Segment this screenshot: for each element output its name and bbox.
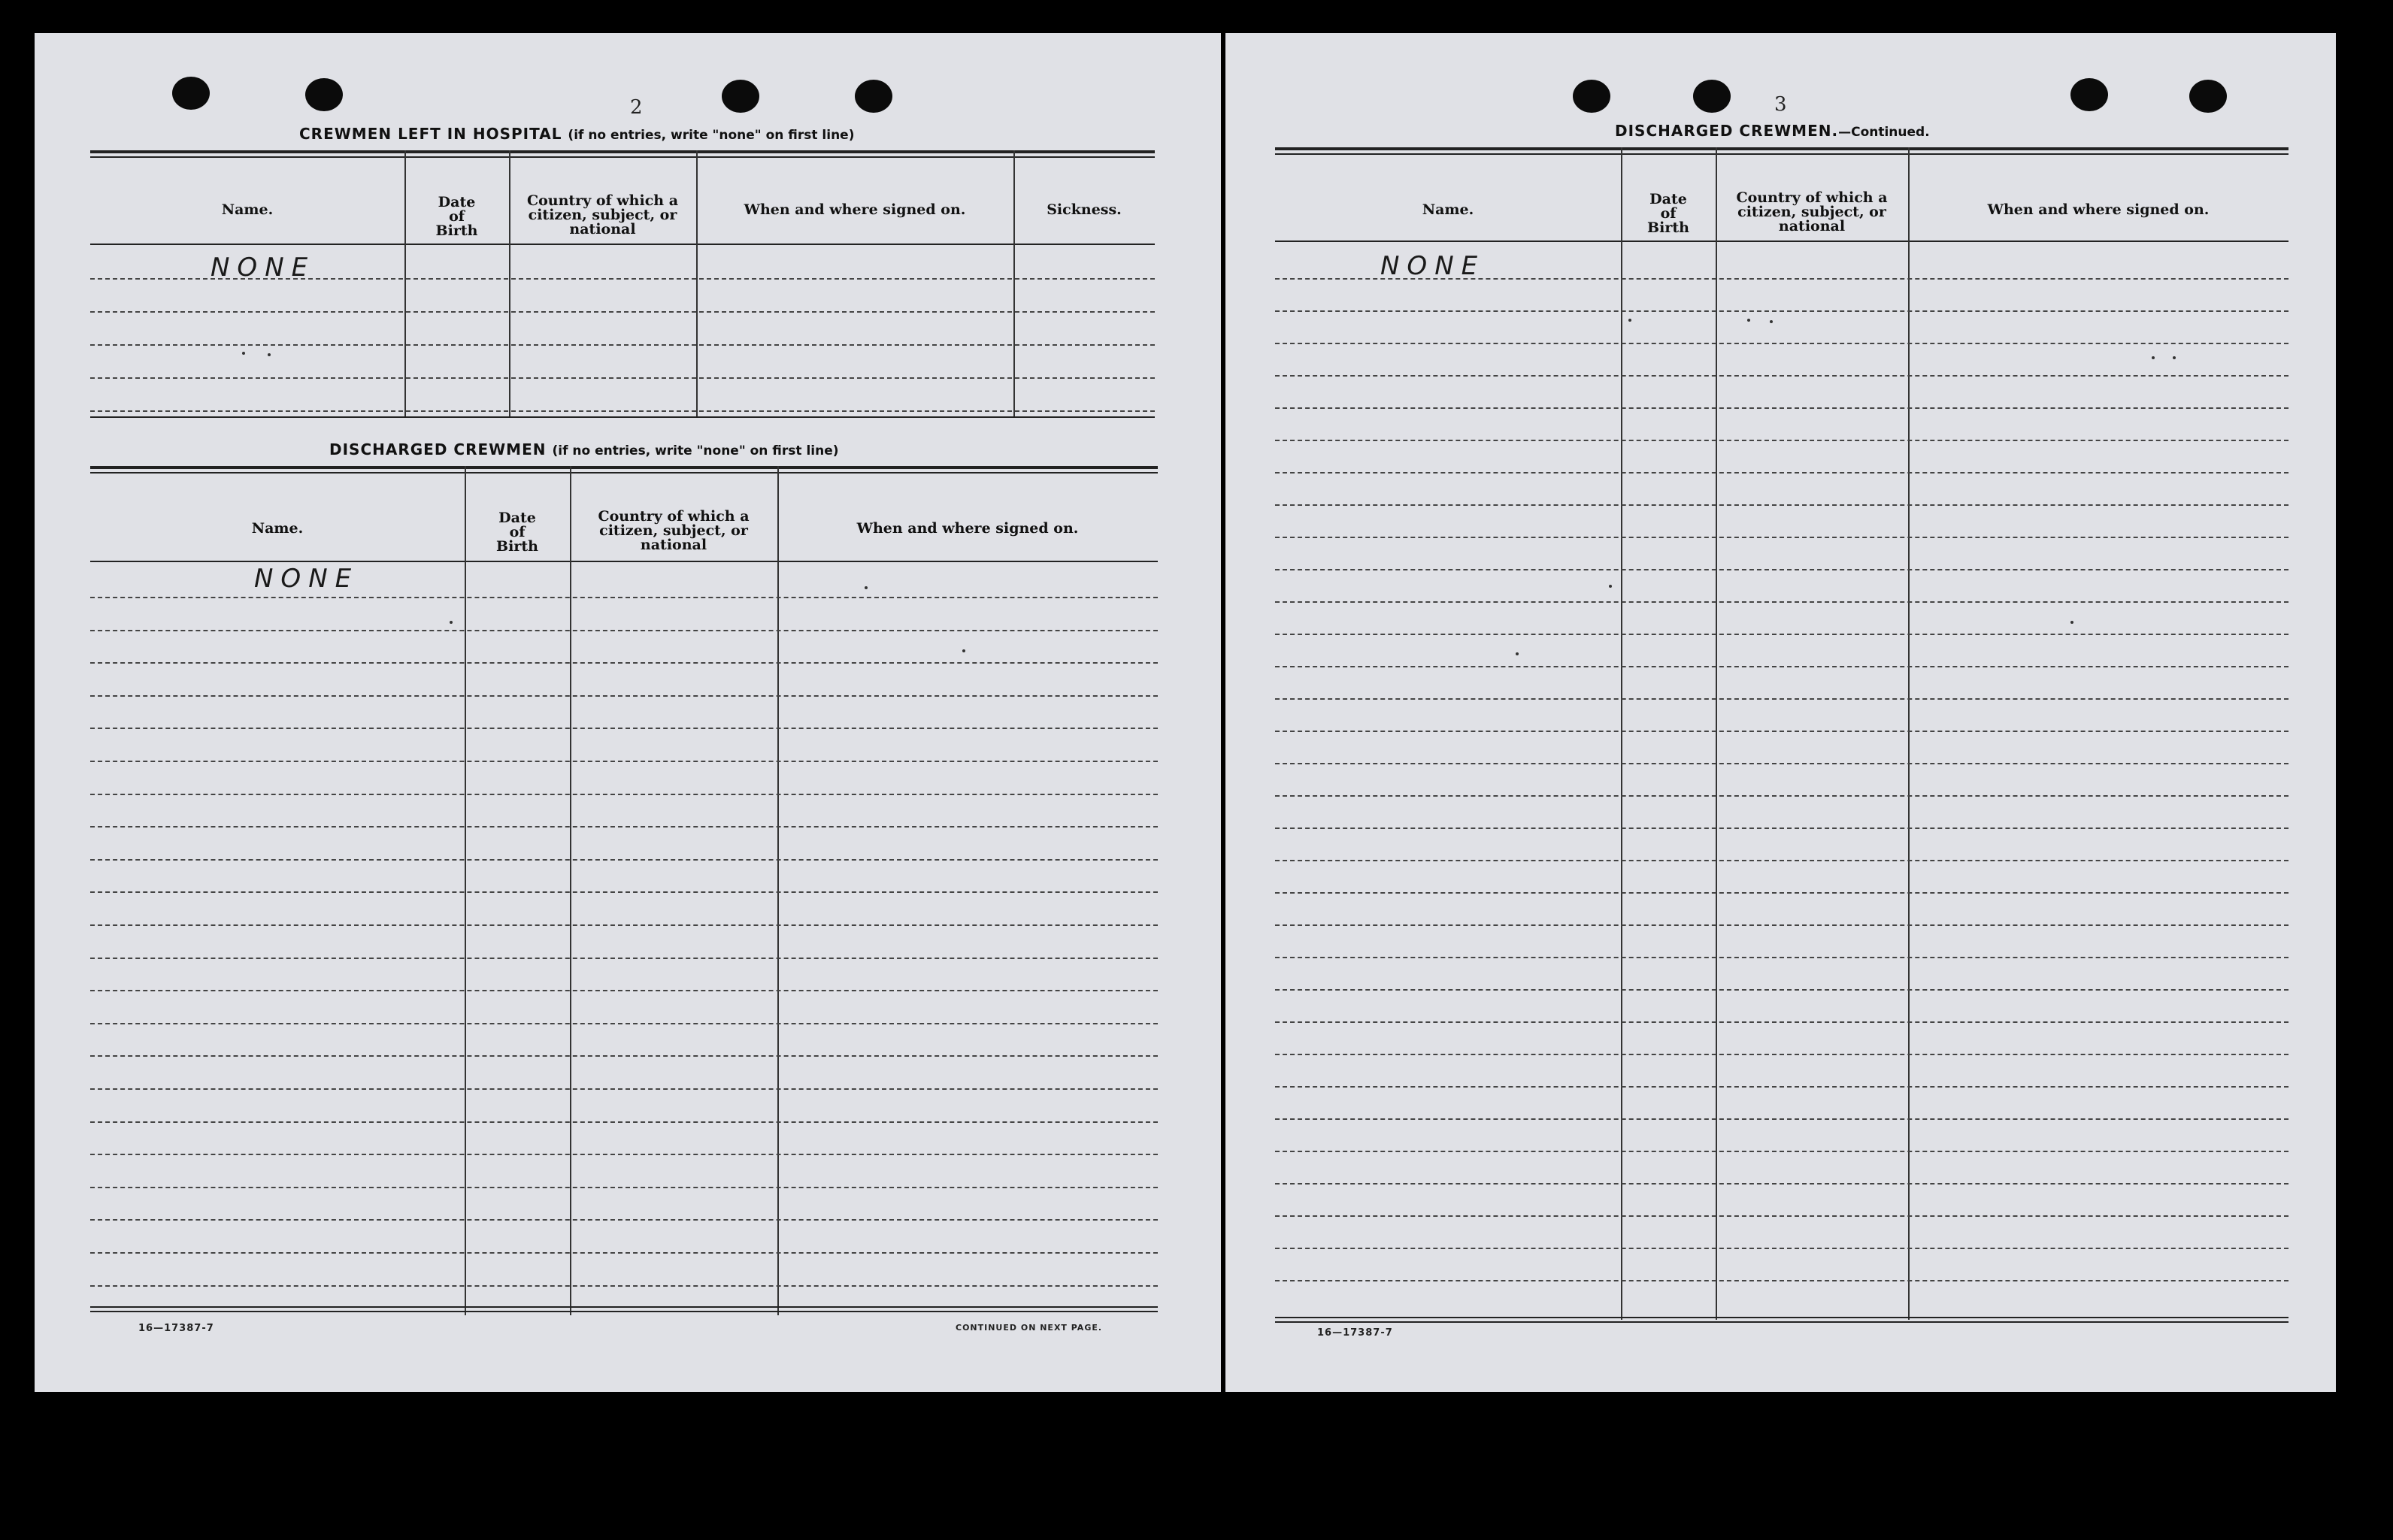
ruled-line (90, 695, 1158, 697)
column-header-country: Country of which a citizen, subject, or national (526, 192, 679, 238)
ruled-line (90, 990, 1158, 991)
form-number: 16—17387-7 (1317, 1327, 1393, 1339)
ruled-line (90, 1219, 1158, 1221)
ruled-line (90, 1187, 1158, 1188)
ruled-line (1275, 698, 2288, 700)
ruled-line (90, 630, 1158, 631)
ruled-line (1275, 1054, 2288, 1055)
section-title-text: DISCHARGED CREWMEN (329, 440, 547, 458)
ruled-line (1275, 1280, 2288, 1281)
ruled-line (90, 891, 1158, 893)
ruled-line (1275, 924, 2288, 926)
punch-hole (855, 80, 892, 113)
ruled-line (90, 1285, 1158, 1287)
ruled-line (1275, 343, 2288, 344)
column-header-name: Name. (221, 201, 274, 218)
ruled-line (90, 958, 1158, 959)
ruled-line (90, 662, 1158, 664)
punch-hole (172, 77, 210, 110)
section-title-text: DISCHARGED CREWMEN. (1615, 122, 1839, 140)
page-number: 3 (1774, 93, 1787, 116)
ruled-line (1275, 763, 2288, 764)
ruled-line (90, 1055, 1158, 1057)
ruled-line (1275, 537, 2288, 538)
ruled-line (1275, 634, 2288, 635)
handwritten-entry: NONE (1380, 251, 1486, 281)
ruled-line (90, 826, 1158, 827)
ruled-line (1275, 860, 2288, 861)
ruled-line (1275, 375, 2288, 377)
column-header-date-of-birth: Date of Birth (1647, 191, 1689, 236)
ruled-line (1275, 666, 2288, 667)
discharged-section-title (329, 440, 839, 458)
discharged-continued-title (1615, 122, 1930, 140)
ruled-line (1275, 957, 2288, 958)
ruled-line (1275, 1215, 2288, 1217)
punch-hole (1573, 80, 1610, 113)
ruled-line (1275, 827, 2288, 829)
hospital-section-title (299, 125, 854, 143)
ruled-line (1275, 504, 2288, 506)
punch-hole (722, 80, 759, 113)
hospital-table (90, 150, 1155, 419)
page-number: 2 (630, 96, 643, 119)
ruled-line (90, 1121, 1158, 1123)
punch-hole (305, 78, 343, 111)
ruled-line (1275, 892, 2288, 894)
ruled-line (1275, 569, 2288, 570)
ruled-line (90, 1088, 1158, 1090)
handwritten-entry: NONE (254, 564, 359, 594)
handwritten-entry: NONE (211, 253, 316, 283)
column-header-signed-on: When and where signed on. (856, 520, 1079, 537)
ruled-line (1275, 1151, 2288, 1152)
ruled-line (1275, 1118, 2288, 1120)
ruled-line (90, 1154, 1158, 1155)
left-page (35, 33, 1221, 1392)
right-page (1225, 33, 2336, 1392)
column-header-sickness: Sickness. (1047, 201, 1122, 218)
ruled-line (1275, 731, 2288, 732)
section-title-text: CREWMEN LEFT IN HOSPITAL (299, 125, 562, 143)
column-header-date-of-birth: Date of Birth (496, 510, 538, 555)
ruled-line (90, 924, 1158, 926)
ruled-line (1275, 472, 2288, 473)
ruled-line (90, 1252, 1158, 1254)
ruled-line (1275, 1183, 2288, 1184)
punch-hole (2070, 78, 2108, 111)
section-instruction: —Continued. (1838, 125, 1930, 140)
ruled-line (1275, 1021, 2288, 1023)
column-header-country: Country of which a citizen, subject, or national (598, 508, 750, 553)
section-instruction: (if no entries, write "none" on first line) (552, 443, 839, 458)
ruled-line (90, 761, 1158, 762)
ruled-line (1275, 407, 2288, 409)
ruled-line (90, 1023, 1158, 1024)
ruled-line (90, 794, 1158, 795)
ruled-line (1275, 310, 2288, 312)
punch-hole (1693, 80, 1731, 113)
ruled-line (1275, 1086, 2288, 1088)
discharged-table-right (1275, 147, 2288, 1324)
ruled-line (1275, 601, 2288, 603)
continued-note: CONTINUED ON NEXT PAGE. (956, 1323, 1103, 1333)
ruled-line (90, 859, 1158, 861)
column-header-signed-on: When and where signed on. (744, 201, 966, 218)
column-header-date-of-birth: Date of Birth (435, 194, 478, 239)
column-header-country: Country of which a citizen, subject, or national (1736, 189, 1888, 234)
ruled-line (1275, 440, 2288, 441)
section-instruction: (if no entries, write "none" on first line) (568, 128, 855, 143)
column-header-name: Name. (1422, 201, 1474, 218)
ruled-line (90, 728, 1158, 729)
ruled-line (90, 597, 1158, 598)
column-header-name: Name. (251, 520, 304, 537)
ruled-line (1275, 989, 2288, 991)
ruled-line (1275, 795, 2288, 797)
form-number: 16—17387-7 (138, 1323, 214, 1334)
punch-hole (2189, 80, 2227, 113)
column-header-signed-on: When and where signed on. (1987, 201, 2210, 218)
discharged-table-left (90, 466, 1158, 1317)
ruled-line (1275, 1248, 2288, 1249)
